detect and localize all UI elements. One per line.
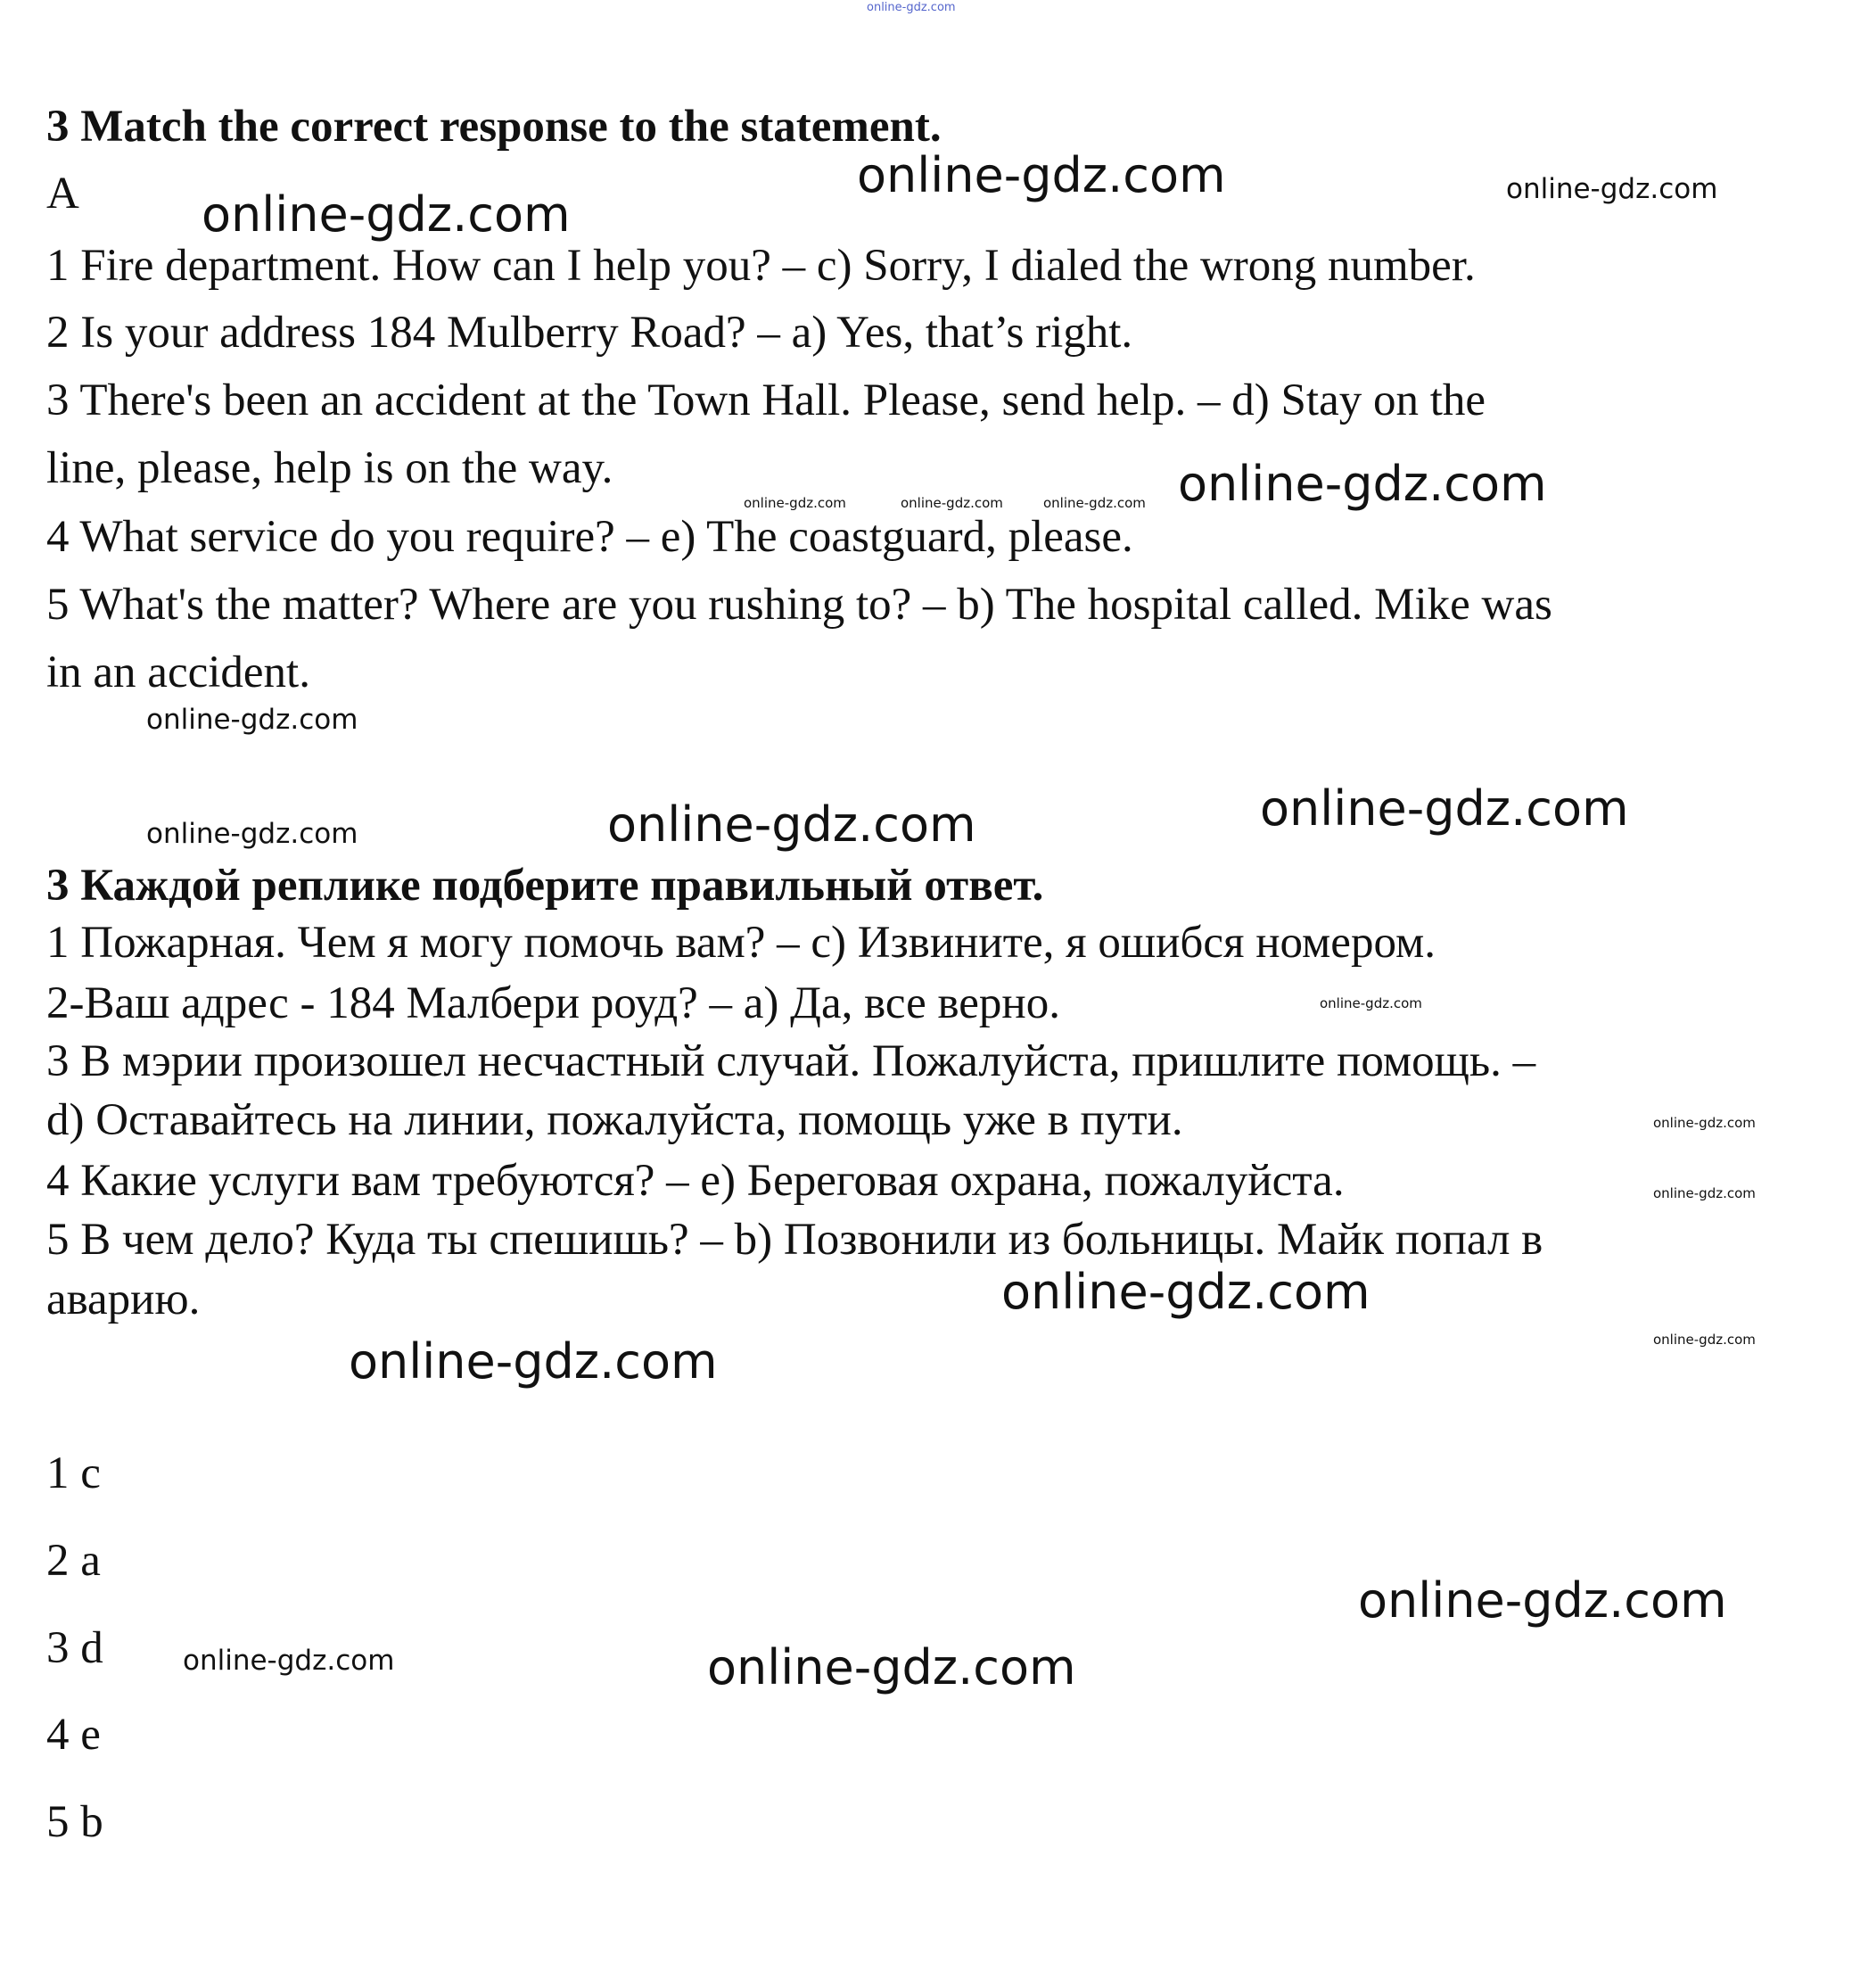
watermark: online-gdz.com <box>146 818 358 850</box>
text-line: d) Оставайтесь на линии, пожалуйста, помощь уже в пути. <box>46 1095 1183 1145</box>
watermark: online-gdz.com <box>867 1 956 14</box>
text-line: аварию. <box>46 1274 201 1324</box>
watermark: online-gdz.com <box>183 1645 395 1677</box>
text-line: 2 Is your address 184 Mulberry Road? – a) Yes, that’s right. <box>46 308 1133 358</box>
text-line: 4 Какие услуги вам требуются? – e) Береговая охрана, пожалуйста. <box>46 1156 1345 1206</box>
watermark: online-gdz.com <box>1001 1264 1370 1320</box>
answer: 4 e <box>46 1710 101 1760</box>
watermark: online-gdz.com <box>744 495 846 511</box>
watermark: online-gdz.com <box>707 1639 1076 1695</box>
answer: 1 c <box>46 1448 101 1498</box>
text-line: 3 В мэрии произошел несчастный случай. Пожалуйста, пришлите помощь. – <box>46 1036 1536 1086</box>
watermark: online-gdz.com <box>1043 495 1146 511</box>
watermark: online-gdz.com <box>857 147 1226 203</box>
watermark: online-gdz.com <box>1506 173 1718 205</box>
text-line: in an accident. <box>46 648 310 697</box>
watermark: online-gdz.com <box>349 1333 718 1390</box>
exercise-title-ru: 3 Каждой реплике подберите правильный ответ. <box>46 861 1044 911</box>
watermark: online-gdz.com <box>1358 1572 1727 1629</box>
watermark: online-gdz.com <box>1653 1115 1756 1131</box>
text-line: 3 There's been an accident at the Town Hall. Please, send help. – d) Stay on the <box>46 375 1486 425</box>
text-line: 5 В чем дело? Куда ты спешишь? – b) Позвонили из больницы. Майк попал в <box>46 1215 1543 1265</box>
text-line: 4 What service do you require? – e) The coastguard, please. <box>46 512 1133 562</box>
watermark: online-gdz.com <box>202 186 571 243</box>
text-line: 5 What's the matter? Where are you rushing to? – b) The hospital called. Mike was <box>46 580 1552 630</box>
watermark: online-gdz.com <box>1320 995 1422 1011</box>
text-line: 2-Ваш адрес - 184 Малбери роуд? – а) Да, все верно. <box>46 978 1060 1028</box>
watermark: online-gdz.com <box>901 495 1003 511</box>
watermark: online-gdz.com <box>1653 1185 1756 1201</box>
watermark: online-gdz.com <box>1260 780 1629 837</box>
text-line: line, please, help is on the way. <box>46 443 613 493</box>
answer: 5 b <box>46 1797 103 1847</box>
text-line: 1 Fire department. How can I help you? – c) Sorry, I dialed the wrong number. <box>46 241 1476 291</box>
text-line: 1 Пожарная. Чем я могу помочь вам? – с) Извините, я ошибся номером. <box>46 918 1436 968</box>
answer: 2 a <box>46 1536 101 1586</box>
watermark: online-gdz.com <box>1653 1332 1756 1348</box>
answer: 3 d <box>46 1623 103 1673</box>
section-label: A <box>46 169 79 219</box>
watermark: online-gdz.com <box>1178 456 1547 512</box>
watermark: online-gdz.com <box>146 704 358 736</box>
watermark: online-gdz.com <box>607 796 976 853</box>
exercise-title-en: 3 Match the correct response to the statement. <box>46 102 942 152</box>
